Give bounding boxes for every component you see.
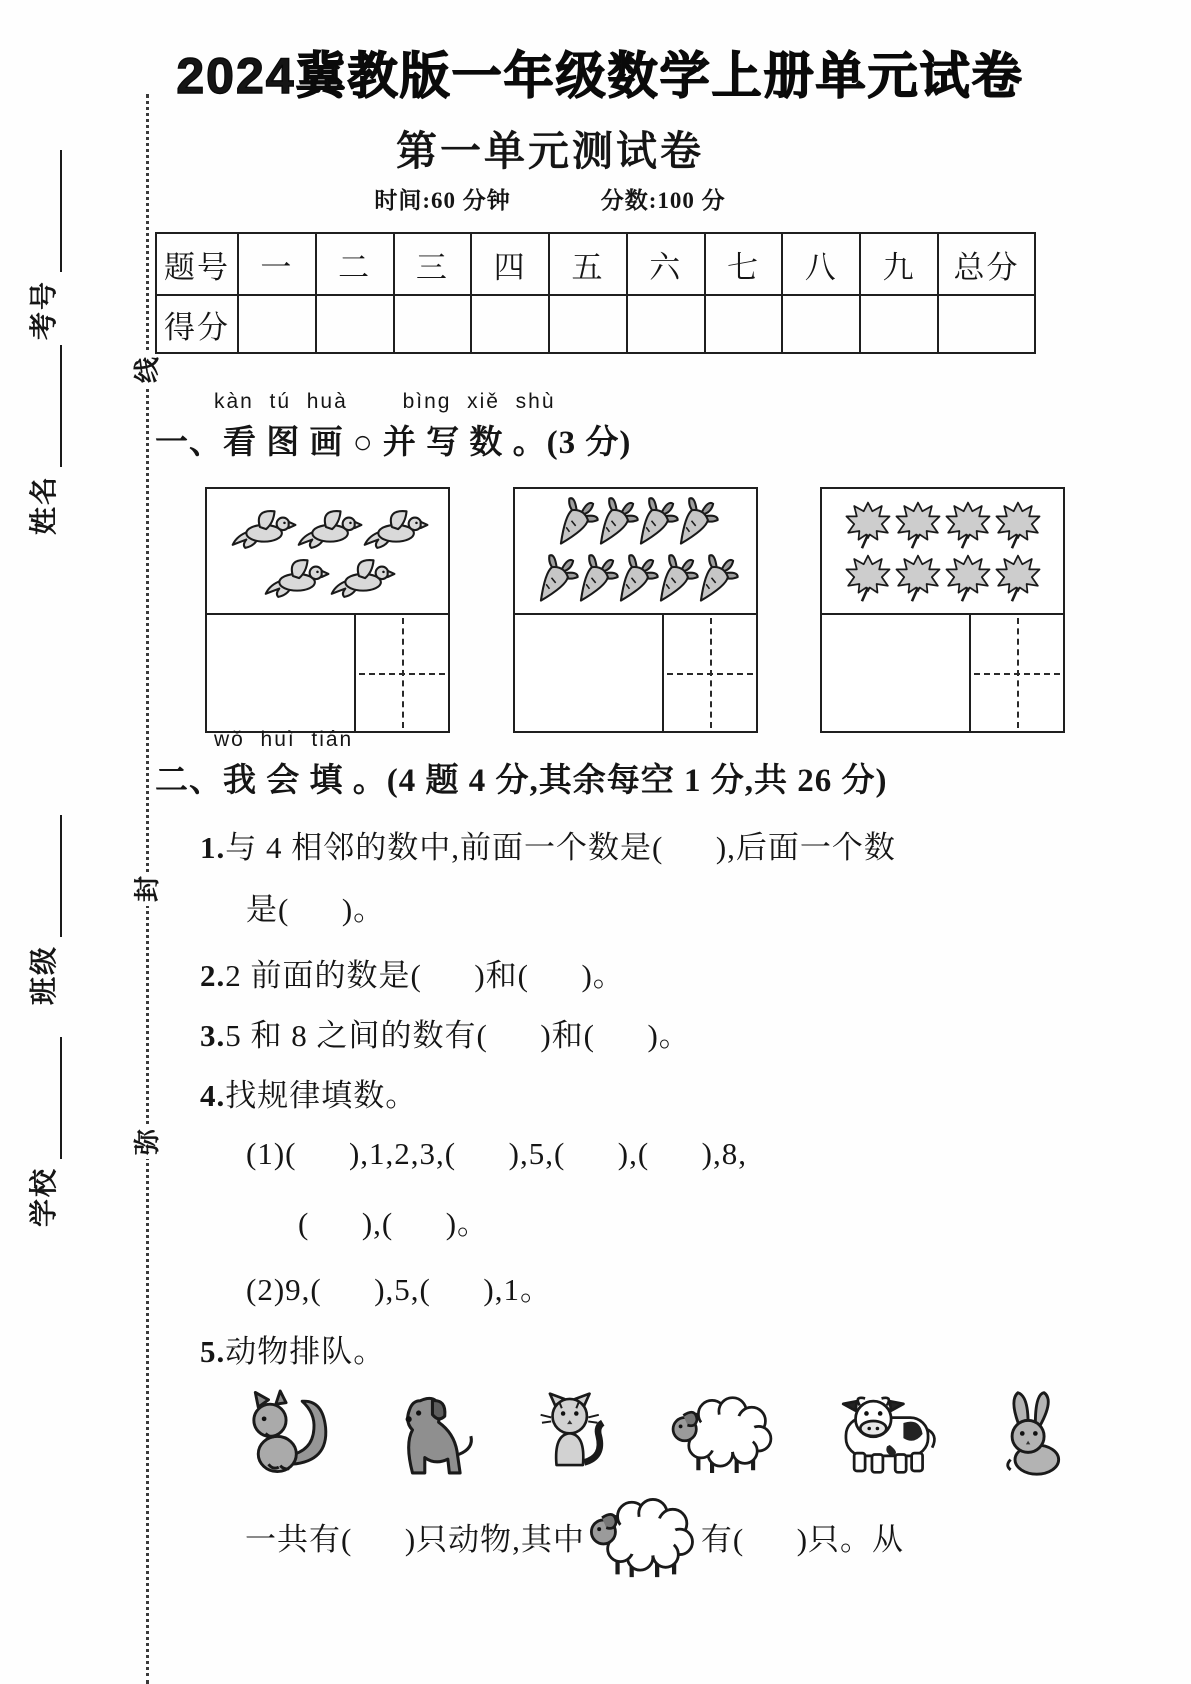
margin-field-class [26,815,62,1005]
squirrel-icon [248,1388,330,1476]
margin-label-text: 考号 [29,279,60,340]
score-table-header-cell: 题号 [156,233,238,295]
score-row-label: 得分 [156,295,238,353]
score-table-header-cell: 六 [627,233,705,295]
dog-icon [390,1390,478,1476]
section2-heading: 二、我 会 填 。(4 题 4 分,其余每空 1 分,共 26 分) [155,763,888,799]
score-cell [627,295,705,353]
question-4-1-line-2: ( ),( )。 [298,1206,490,1241]
circle-drawing-space [822,615,969,731]
score-cell [471,295,549,353]
score-table-header-cell: 三 [394,233,472,295]
seal-char-xian: 线 [131,353,165,387]
margin-label-text: 班级 [29,944,60,1005]
maple-leaf-icon [994,553,1042,603]
icon-row [229,504,427,550]
section2-pinyin: wǒ huì tián [214,728,354,751]
bird-icon [227,504,297,550]
picture-area [822,489,1063,615]
score-table-header-cell: 八 [782,233,860,295]
cow-icon [835,1392,939,1476]
time-limit: 时间:60 分钟 [374,188,511,213]
number-writing-grid [354,615,448,731]
score-table-header-cell: 一 [238,233,316,295]
score-cell [549,295,627,353]
number-writing-grid [662,615,756,731]
maple-leaf-icon [894,500,942,550]
score-table-header-cell: 七 [705,233,783,295]
score-table-header-cell: 总分 [938,233,1035,295]
circle-drawing-space [207,615,354,731]
question-text: 2 前面的数是( )和( )。 [225,958,625,993]
counting-boxes-row [205,487,1065,733]
score-table-header-cell: 二 [316,233,394,295]
score-cell [782,295,860,353]
bird-icon [359,504,429,550]
question-1-line-1 [200,822,896,867]
score-cell [860,295,938,353]
bird-icon [293,504,363,550]
fill-in-line [30,1037,62,1159]
carrot-icon [685,547,746,613]
question-4 [200,1070,417,1115]
time-score-line [0,182,1100,215]
sheep-icon [671,1396,775,1476]
icon-row [843,553,1043,603]
counting-box-carrots [513,487,758,733]
icon-row [555,496,715,550]
question-text: 找规律填数。 [225,1078,418,1113]
cat-icon [538,1388,612,1476]
question-4-2: (2)9,( ),5,( ),1。 [246,1272,552,1307]
picture-area [207,489,448,615]
maple-leaf-icon [994,500,1042,550]
question-1-line-2: 是( )。 [246,892,386,927]
counting-box-leaves [820,487,1065,733]
answer-area [515,615,756,731]
score-cell [938,295,1035,353]
question-number: 4. [200,1078,226,1113]
total-score: 分数:100 分 [600,188,726,213]
sheep-icon [589,1498,697,1580]
seal-char-mi: 弥 [131,1125,165,1159]
question-text: 一共有( )只动物,其中 [245,1521,585,1557]
score-table [155,232,1036,354]
score-cell [705,295,783,353]
margin-field-name [26,345,62,535]
margin-label-text: 姓名 [29,474,60,535]
question-text: 有( )只。从 [700,1521,905,1557]
seal-char-feng: 封 [131,872,165,906]
grid-dashed-horizontal [974,673,1060,675]
score-table-score-row [156,295,1035,353]
question-2 [200,950,625,995]
question-text: 与 4 相邻的数中,前面一个数是( ),后面一个数 [225,830,896,865]
maple-leaf-icon [944,500,992,550]
question-number: 3. [200,1018,226,1053]
animal-lineup [248,1388,1063,1476]
maple-leaf-icon [894,553,942,603]
score-cell [238,295,316,353]
maple-leaf-icon [944,553,992,603]
rabbit-icon [999,1388,1063,1476]
circle-drawing-space [515,615,662,731]
question-5-fill-line [245,1498,904,1574]
grid-dashed-horizontal [667,673,753,675]
question-4-1-line-1: (1)( ),1,2,3,( ),5,( ),( ),8, [246,1136,747,1171]
score-cell [316,295,394,353]
icon-row [262,553,394,599]
answer-area [822,615,1063,731]
question-5 [200,1326,385,1371]
icon-row [535,553,735,607]
section1-pinyin: kàn tú huà bìng xiě shù [214,390,556,413]
maple-leaf-icon [844,500,892,550]
bird-icon [326,553,396,599]
fill-in-line [30,345,62,467]
bird-icon [260,553,330,599]
maple-leaf-icon [844,553,892,603]
picture-area [515,489,756,615]
carrot-icon [665,490,726,556]
margin-field-exam-number [26,150,62,340]
icon-row [843,500,1043,550]
grid-dashed-horizontal [359,673,445,675]
question-number: 5. [200,1334,226,1369]
score-table-header-row [156,233,1035,295]
question-text: 5 和 8 之间的数有( )和( )。 [225,1018,691,1053]
score-table-header-cell: 四 [471,233,549,295]
number-writing-grid [969,615,1063,731]
answer-area [207,615,448,731]
question-3 [200,1010,691,1055]
question-number: 2. [200,958,226,993]
score-table-header-cell: 九 [860,233,938,295]
unit-test-subtitle: 第一单元测试卷 [396,128,704,174]
margin-field-school [26,1037,62,1227]
score-cell [394,295,472,353]
counting-box-birds [205,487,450,733]
section1-heading: 一、看 图 画 ○ 并 写 数 。(3 分) [155,425,632,461]
question-text: 动物排队。 [225,1334,386,1369]
paper-title: 2024冀教版一年级数学上册单元试卷 [176,48,1024,104]
margin-label-text: 学校 [29,1166,60,1227]
fill-in-line [30,815,62,937]
question-number: 1. [200,830,226,865]
score-table-header-cell: 五 [549,233,627,295]
